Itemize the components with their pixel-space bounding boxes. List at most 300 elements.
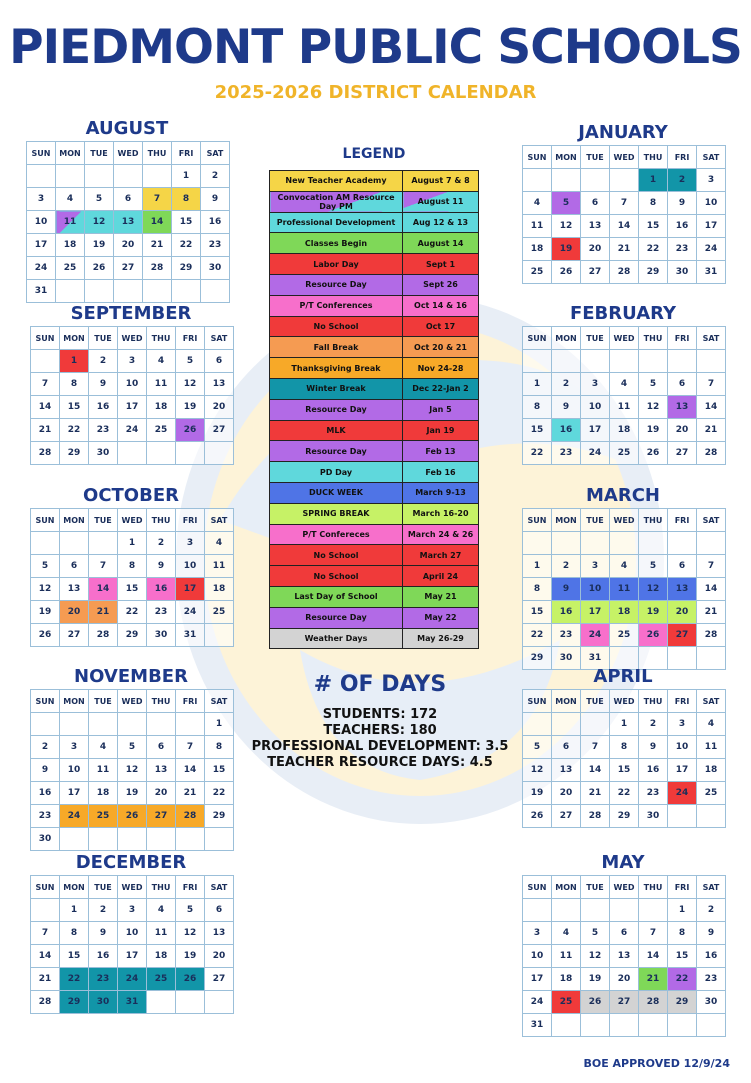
day-cell: 22 [668, 968, 697, 991]
empty-day-cell [552, 713, 581, 736]
calendar-april [522, 665, 724, 828]
day-cell: 10 [581, 396, 610, 419]
weekday-header: SAT [697, 509, 726, 532]
day-cell: 14 [697, 396, 726, 419]
day-cell: 16 [552, 601, 581, 624]
weekday-header: WED [118, 876, 147, 899]
legend-date: Oct 20 & 21 [403, 337, 479, 358]
day-cell: 30 [147, 624, 176, 647]
day-cell: 18 [697, 759, 726, 782]
legend-label: Fall Break [270, 337, 403, 358]
legend-row [270, 607, 479, 628]
day-cell: 5 [581, 922, 610, 945]
day-cell: 27 [552, 805, 581, 828]
day-cell: 2 [201, 165, 230, 188]
weekday-header: THU [147, 690, 176, 713]
day-cell: 12 [118, 759, 147, 782]
empty-day-cell [581, 899, 610, 922]
day-cell: 26 [552, 261, 581, 284]
day-cell: 3 [523, 922, 552, 945]
empty-day-cell [523, 899, 552, 922]
day-cell: 7 [581, 736, 610, 759]
legend-row [270, 295, 479, 316]
day-cell: 12 [31, 578, 60, 601]
day-cell: 11 [523, 215, 552, 238]
weekday-header: WED [610, 876, 639, 899]
day-cell: 28 [610, 261, 639, 284]
day-cell: 22 [639, 238, 668, 261]
day-cell: 20 [114, 234, 143, 257]
day-cell: 20 [147, 782, 176, 805]
day-cell: 17 [581, 419, 610, 442]
empty-day-cell [581, 1014, 610, 1037]
day-cell: 15 [205, 759, 234, 782]
empty-day-cell [147, 991, 176, 1014]
weekday-header: TUE [89, 690, 118, 713]
legend-date: March 9-13 [403, 482, 479, 503]
day-cell: 2 [89, 899, 118, 922]
legend-row [270, 254, 479, 275]
calendar-september [30, 302, 232, 465]
month-name: MAY [601, 852, 645, 873]
empty-day-cell [118, 828, 147, 851]
empty-day-cell [668, 350, 697, 373]
day-cell: 28 [639, 991, 668, 1014]
day-cell: 25 [205, 601, 234, 624]
weekday-header: TUE [581, 327, 610, 350]
day-cell: 7 [31, 922, 60, 945]
legend-label: Resource Day [270, 607, 403, 628]
weekday-header: MON [60, 327, 89, 350]
legend-label: Labor Day [270, 254, 403, 275]
day-cell: 28 [697, 442, 726, 465]
day-cell: 2 [552, 555, 581, 578]
empty-day-cell [668, 1014, 697, 1037]
month-grid [30, 689, 234, 851]
month-grid [522, 875, 726, 1037]
weekday-header: SUN [31, 690, 60, 713]
day-cell: 20 [60, 601, 89, 624]
day-cell: 1 [668, 899, 697, 922]
day-cell: 21 [581, 782, 610, 805]
day-cell: 8 [523, 578, 552, 601]
weekday-header: THU [639, 146, 668, 169]
day-cell: 30 [89, 991, 118, 1014]
day-cell: 1 [523, 373, 552, 396]
day-cell: 14 [176, 759, 205, 782]
day-cell: 19 [118, 782, 147, 805]
day-cell: 6 [60, 555, 89, 578]
day-cell: 1 [523, 555, 552, 578]
day-cell: 9 [201, 188, 230, 211]
day-cell: 13 [205, 922, 234, 945]
empty-day-cell [697, 532, 726, 555]
weekday-header: WED [118, 327, 147, 350]
day-cell: 23 [552, 624, 581, 647]
day-cell: 19 [31, 601, 60, 624]
weekday-header: FRI [176, 327, 205, 350]
legend-table [269, 170, 479, 649]
day-cell: 4 [610, 555, 639, 578]
day-cell: 7 [31, 373, 60, 396]
day-cell: 23 [201, 234, 230, 257]
empty-day-cell [552, 532, 581, 555]
empty-day-cell [31, 350, 60, 373]
empty-day-cell [697, 350, 726, 373]
day-cell: 16 [639, 759, 668, 782]
weekday-header: MON [60, 876, 89, 899]
day-cell: 3 [60, 736, 89, 759]
calendar-january [522, 121, 724, 284]
day-cell: 4 [89, 736, 118, 759]
weekday-header: SUN [523, 146, 552, 169]
day-cell: 24 [523, 991, 552, 1014]
day-cell: 23 [552, 442, 581, 465]
day-cell: 22 [523, 624, 552, 647]
weekday-header: WED [114, 142, 143, 165]
day-cell: 22 [60, 968, 89, 991]
day-cell: 6 [205, 350, 234, 373]
day-cell: 1 [205, 713, 234, 736]
day-cell: 13 [610, 945, 639, 968]
day-cell: 8 [205, 736, 234, 759]
legend-label: P/T Conferences [270, 295, 403, 316]
day-cell: 7 [610, 192, 639, 215]
day-cell: 5 [523, 736, 552, 759]
day-cell: 12 [552, 215, 581, 238]
day-cell: 31 [581, 647, 610, 670]
month-name: DECEMBER [75, 852, 187, 873]
day-cell: 5 [118, 736, 147, 759]
month-grid [30, 326, 234, 465]
day-cell: 28 [143, 257, 172, 280]
legend-date: May 21 [403, 586, 479, 607]
day-cell: 25 [552, 991, 581, 1014]
weekday-header: TUE [581, 509, 610, 532]
weekday-header: TUE [85, 142, 114, 165]
empty-day-cell [143, 280, 172, 303]
legend-row [270, 274, 479, 295]
day-cell: 6 [610, 922, 639, 945]
day-cell: 29 [172, 257, 201, 280]
day-cell: 15 [523, 419, 552, 442]
empty-day-cell [114, 165, 143, 188]
weekday-header: THU [639, 509, 668, 532]
legend-row [270, 233, 479, 254]
day-cell: 13 [60, 578, 89, 601]
day-cell: 4 [147, 350, 176, 373]
empty-day-cell [668, 532, 697, 555]
day-cell: 30 [201, 257, 230, 280]
weekday-header: WED [118, 690, 147, 713]
day-cell: 28 [176, 805, 205, 828]
month-grid [522, 508, 726, 670]
day-cell: 12 [639, 396, 668, 419]
day-cell: 23 [639, 782, 668, 805]
calendar-march [522, 484, 724, 670]
legend-label: PD Day [270, 462, 403, 483]
day-cell: 9 [552, 578, 581, 601]
day-cell: 16 [697, 945, 726, 968]
day-cell: 26 [523, 805, 552, 828]
day-cell: 12 [176, 922, 205, 945]
weekday-header: MON [552, 509, 581, 532]
weekday-header: FRI [668, 146, 697, 169]
legend-date: Oct 14 & 16 [403, 295, 479, 316]
day-cell: 13 [147, 759, 176, 782]
legend-row [270, 212, 479, 233]
calendar-november [30, 665, 232, 851]
weekday-header: FRI [172, 142, 201, 165]
boe-approval-note: BOE APPROVED 12/9/24 [583, 1057, 730, 1070]
day-cell: 5 [85, 188, 114, 211]
empty-day-cell [118, 713, 147, 736]
day-cell: 5 [552, 192, 581, 215]
day-cell: 17 [697, 215, 726, 238]
day-cell: 15 [668, 945, 697, 968]
day-cell: 14 [639, 945, 668, 968]
weekday-header: SUN [31, 509, 60, 532]
empty-day-cell [89, 713, 118, 736]
day-cell: 29 [668, 991, 697, 1014]
day-cell: 2 [147, 532, 176, 555]
day-cell: 29 [60, 991, 89, 1014]
weekday-header: SAT [205, 690, 234, 713]
calendar-december [30, 851, 232, 1014]
day-cell: 4 [523, 192, 552, 215]
weekday-header: FRI [668, 509, 697, 532]
month-name: MARCH [586, 485, 660, 506]
day-cell: 6 [668, 373, 697, 396]
legend-label: No School [270, 316, 403, 337]
day-cell: 10 [118, 373, 147, 396]
legend-label: Winter Break [270, 378, 403, 399]
days-line-teachers: TEACHERS: 180 [323, 723, 437, 738]
day-cell: 7 [697, 555, 726, 578]
day-cell: 24 [27, 257, 56, 280]
day-cell: 19 [85, 234, 114, 257]
day-cell: 10 [27, 211, 56, 234]
weekday-header: THU [147, 509, 176, 532]
day-cell: 11 [610, 396, 639, 419]
day-cell: 21 [639, 968, 668, 991]
weekday-header: WED [118, 509, 147, 532]
legend-date: August 14 [403, 233, 479, 254]
day-cell: 24 [581, 624, 610, 647]
day-cell: 25 [610, 624, 639, 647]
month-grid [30, 875, 234, 1014]
day-cell: 11 [147, 373, 176, 396]
empty-day-cell [31, 532, 60, 555]
day-cell: 9 [89, 373, 118, 396]
empty-day-cell [89, 828, 118, 851]
legend-label: Classes Begin [270, 233, 403, 254]
empty-day-cell [205, 624, 234, 647]
day-cell: 26 [31, 624, 60, 647]
day-cell: 24 [668, 782, 697, 805]
weekday-header: WED [610, 146, 639, 169]
day-cell: 3 [697, 169, 726, 192]
legend-label: Resource Day [270, 399, 403, 420]
day-cell: 9 [552, 396, 581, 419]
legend-label: No School [270, 545, 403, 566]
weekday-header: TUE [581, 146, 610, 169]
days-line-students: STUDENTS: 172 [322, 707, 438, 722]
day-cell: 13 [581, 215, 610, 238]
day-cell: 14 [697, 578, 726, 601]
day-cell: 13 [552, 759, 581, 782]
legend-row [270, 628, 479, 649]
day-cell: 29 [205, 805, 234, 828]
weekday-header: SUN [523, 876, 552, 899]
day-cell: 6 [581, 192, 610, 215]
legend-date: Jan 5 [403, 399, 479, 420]
day-cell: 4 [552, 922, 581, 945]
day-cell: 12 [85, 211, 114, 234]
day-cell: 5 [176, 350, 205, 373]
day-cell: 7 [639, 922, 668, 945]
empty-day-cell [172, 280, 201, 303]
day-cell: 17 [118, 945, 147, 968]
day-cell: 29 [523, 647, 552, 670]
empty-day-cell [205, 442, 234, 465]
day-cell: 26 [639, 624, 668, 647]
day-cell: 30 [668, 261, 697, 284]
day-cell: 31 [523, 1014, 552, 1037]
day-cell: 8 [60, 373, 89, 396]
day-cell: 2 [639, 713, 668, 736]
day-cell: 31 [27, 280, 56, 303]
legend-row [270, 358, 479, 379]
day-cell: 12 [176, 373, 205, 396]
empty-day-cell [85, 165, 114, 188]
day-cell: 17 [118, 396, 147, 419]
empty-day-cell [176, 713, 205, 736]
day-cell: 13 [205, 373, 234, 396]
day-cell: 16 [201, 211, 230, 234]
day-cell: 6 [114, 188, 143, 211]
legend-date: Feb 13 [403, 441, 479, 462]
legend-label: P/T Confereces [270, 524, 403, 545]
weekday-header: THU [639, 690, 668, 713]
empty-day-cell [147, 713, 176, 736]
day-cell: 26 [118, 805, 147, 828]
days-title: # OF DAYS [313, 672, 447, 697]
day-cell: 14 [31, 945, 60, 968]
day-cell: 27 [610, 991, 639, 1014]
day-cell: 25 [523, 261, 552, 284]
empty-day-cell [581, 350, 610, 373]
day-cell: 6 [552, 736, 581, 759]
day-cell: 28 [31, 442, 60, 465]
day-cell: 28 [697, 624, 726, 647]
day-cell: 27 [114, 257, 143, 280]
weekday-header: FRI [176, 690, 205, 713]
day-cell: 15 [60, 945, 89, 968]
legend-label: MLK [270, 420, 403, 441]
weekday-header: TUE [581, 690, 610, 713]
legend-date: August 11 [403, 191, 479, 212]
day-cell: 20 [668, 601, 697, 624]
day-cell: 17 [27, 234, 56, 257]
day-cell: 27 [668, 442, 697, 465]
day-cell: 11 [610, 578, 639, 601]
empty-day-cell [31, 899, 60, 922]
day-cell: 21 [89, 601, 118, 624]
day-cell: 18 [205, 578, 234, 601]
day-cell: 18 [610, 419, 639, 442]
empty-day-cell [31, 713, 60, 736]
day-cell: 22 [523, 442, 552, 465]
day-cell: 2 [31, 736, 60, 759]
day-cell: 22 [610, 782, 639, 805]
month-name: JANUARY [578, 122, 668, 143]
day-cell: 26 [176, 419, 205, 442]
weekday-header: SAT [697, 327, 726, 350]
legend-date: Nov 24-28 [403, 358, 479, 379]
day-cell: 8 [118, 555, 147, 578]
day-cell: 18 [610, 601, 639, 624]
day-cell: 9 [147, 555, 176, 578]
legend-date: May 26-29 [403, 628, 479, 649]
day-cell: 19 [176, 945, 205, 968]
legend-row [270, 316, 479, 337]
weekday-header: SAT [697, 876, 726, 899]
day-cell: 18 [552, 968, 581, 991]
day-cell: 3 [581, 555, 610, 578]
day-cell: 7 [143, 188, 172, 211]
day-cell: 26 [581, 991, 610, 1014]
legend-row [270, 441, 479, 462]
weekday-header: FRI [668, 876, 697, 899]
day-cell: 17 [523, 968, 552, 991]
day-cell: 25 [610, 442, 639, 465]
empty-day-cell [56, 280, 85, 303]
empty-day-cell [523, 532, 552, 555]
legend-row [270, 545, 479, 566]
weekday-header: SAT [201, 142, 230, 165]
day-cell: 1 [172, 165, 201, 188]
day-cell: 17 [176, 578, 205, 601]
day-cell: 29 [610, 805, 639, 828]
legend-row [270, 586, 479, 607]
day-cell: 23 [89, 968, 118, 991]
day-cell: 21 [610, 238, 639, 261]
day-cell: 9 [31, 759, 60, 782]
day-cell: 21 [143, 234, 172, 257]
day-cell: 4 [610, 373, 639, 396]
day-cell: 19 [639, 601, 668, 624]
weekday-header: THU [147, 876, 176, 899]
day-cell: 11 [552, 945, 581, 968]
day-cell: 25 [89, 805, 118, 828]
day-cell: 11 [147, 922, 176, 945]
day-cell: 3 [27, 188, 56, 211]
empty-day-cell [27, 165, 56, 188]
day-cell: 11 [697, 736, 726, 759]
day-cell: 20 [205, 945, 234, 968]
day-cell: 18 [56, 234, 85, 257]
day-cell: 26 [639, 442, 668, 465]
day-cell: 3 [176, 532, 205, 555]
weekday-header: TUE [89, 327, 118, 350]
legend-label: New Teacher Academy [270, 171, 403, 192]
empty-day-cell [176, 828, 205, 851]
empty-day-cell [668, 805, 697, 828]
day-cell: 24 [581, 442, 610, 465]
legend-title: LEGEND [342, 146, 406, 162]
day-cell: 16 [147, 578, 176, 601]
